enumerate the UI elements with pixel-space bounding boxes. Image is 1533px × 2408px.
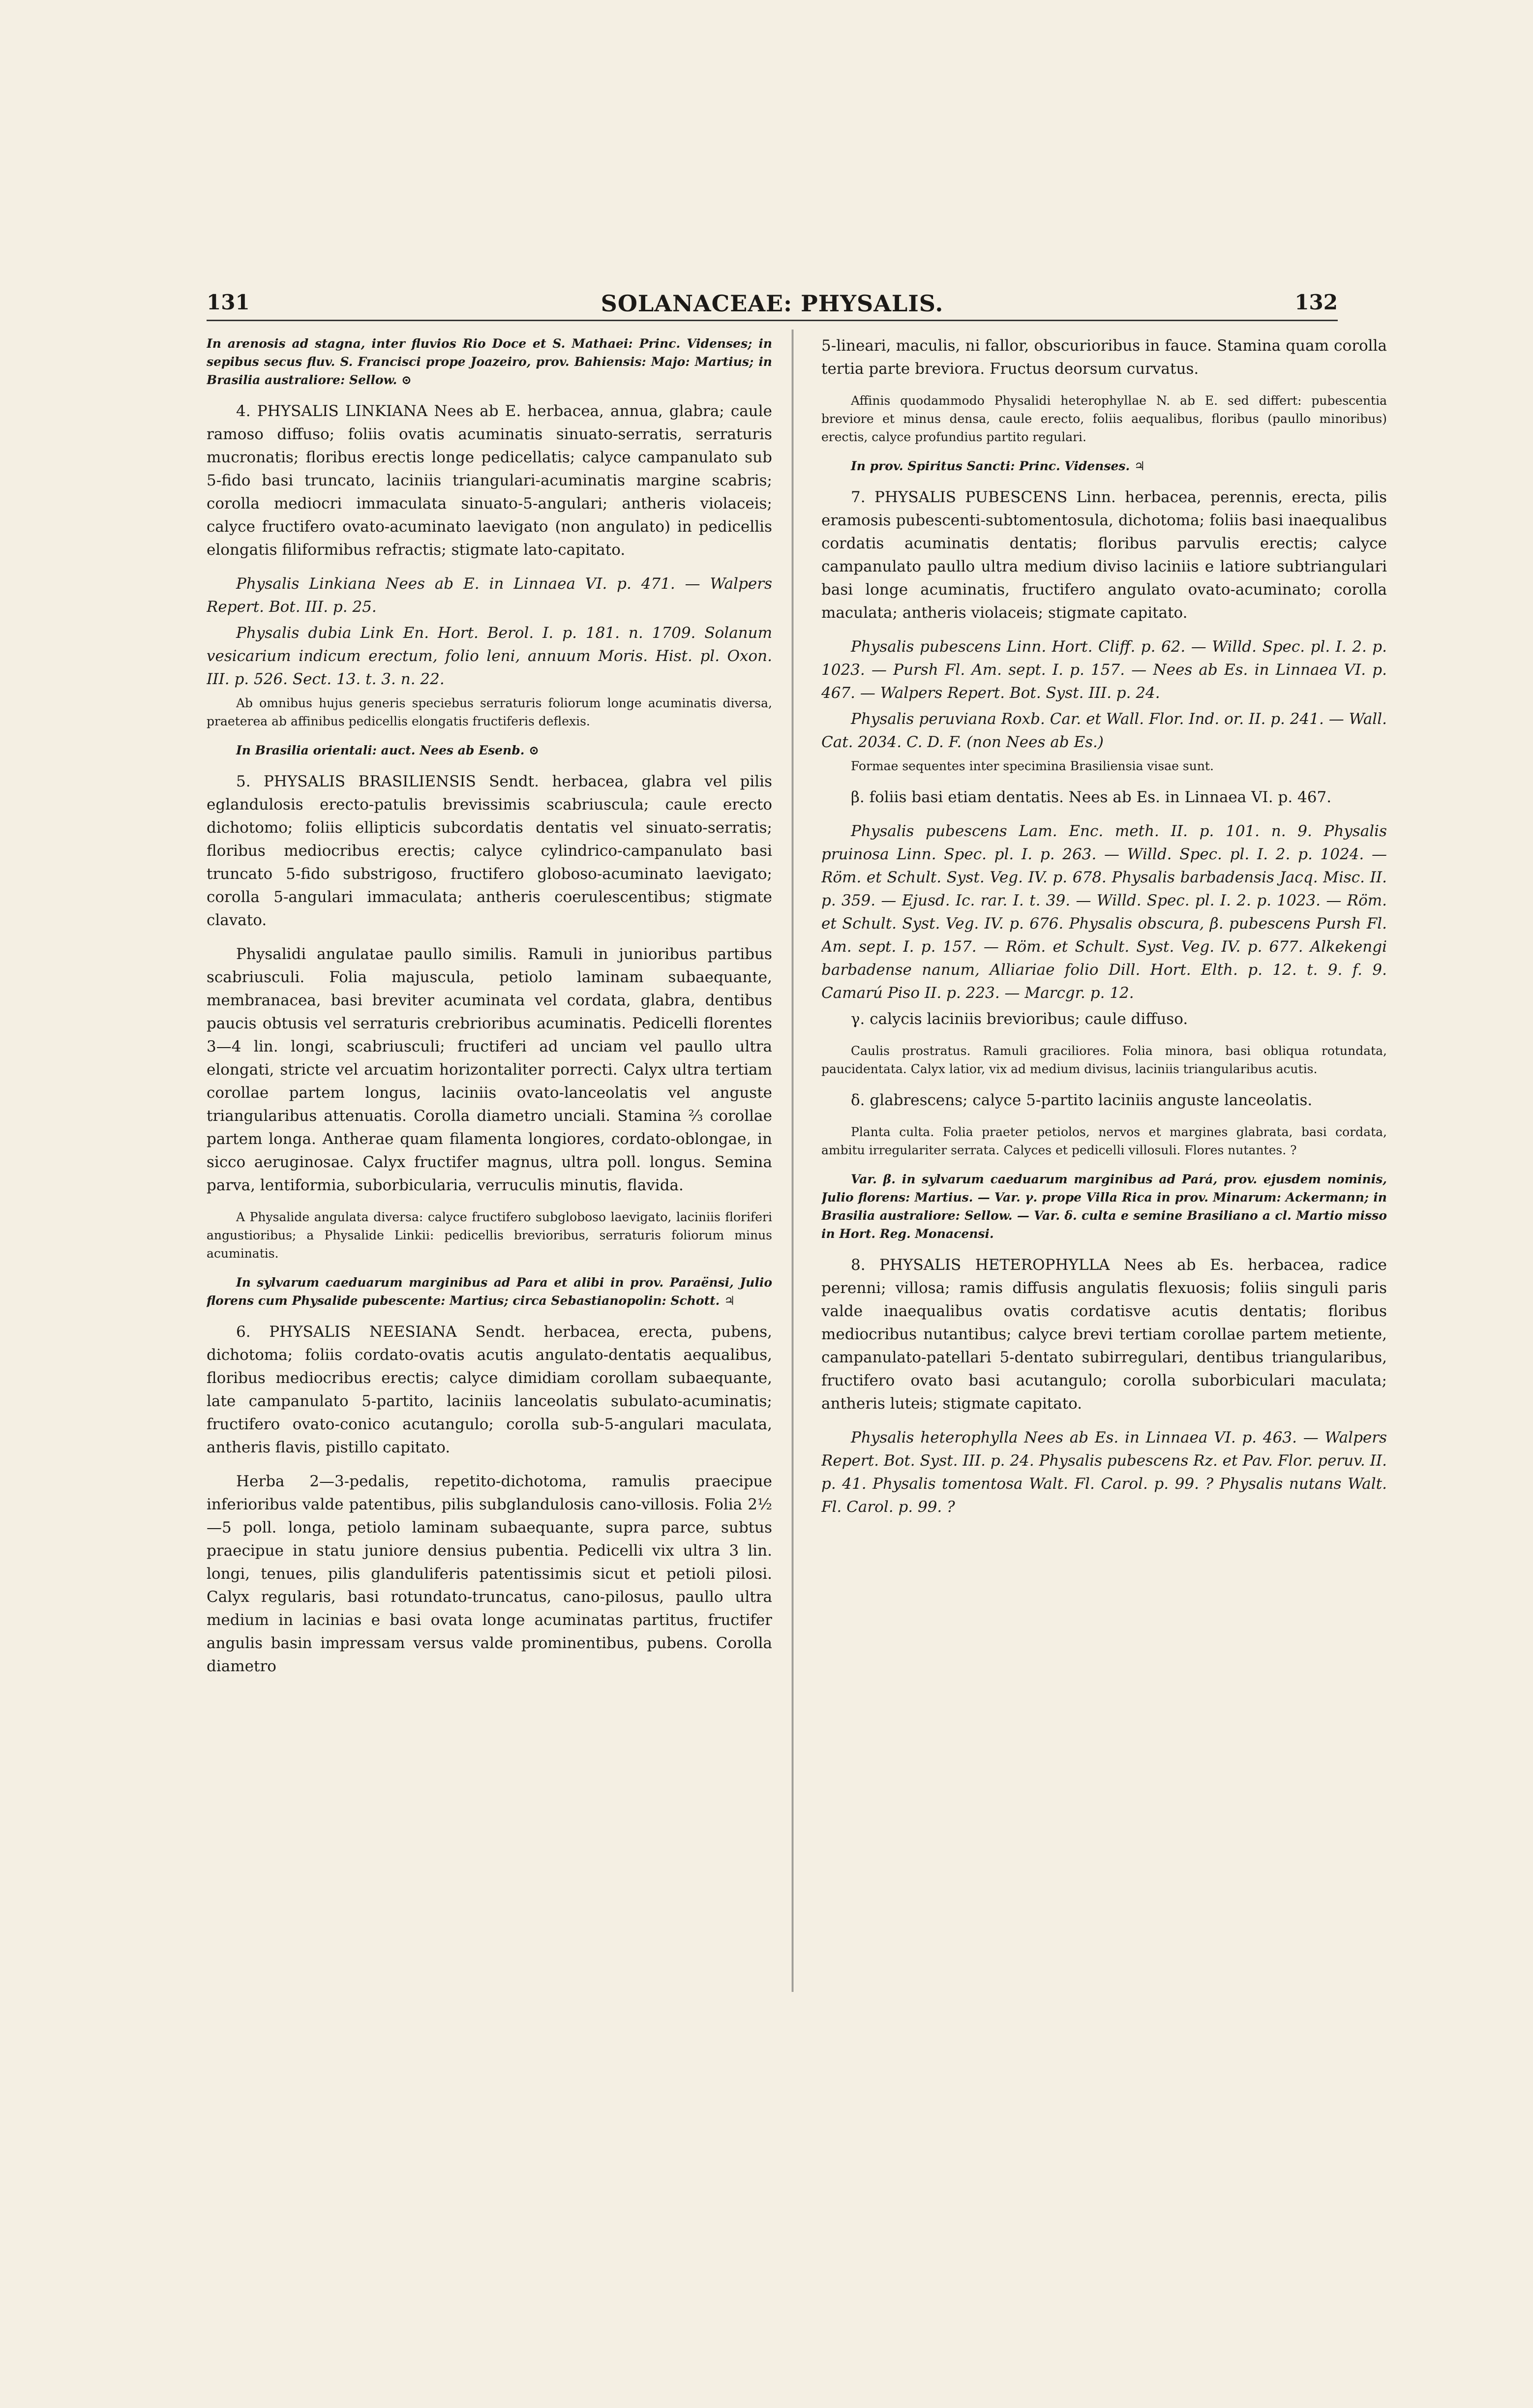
synonym-block: Physalis peruviana Roxb. Car. et Wall. Flor. Ind. or. II. p. 241. — Wall. Cat. 2034. C. D. F. (non Nees ab Es.)	[821, 710, 1387, 751]
synonym-block: Physalis dubia Link En. Hort. Berol. I. p. 181. n. 1709. Solanum vesicarium indicum erectum, folio leni, annuum Moris. Hist. pl. Oxon. III. p. 526. Sect. 13. t. 3. n. 22.	[207, 624, 772, 688]
running-title: SOLANACEAE: PHYSALIS.	[601, 290, 944, 317]
species-neesiana: 6. PHYSALIS NEESIANA Sendt. herbacea, erecta, pubens, dichotoma; foliis cordato-ovatis acutis angulato-dentatis aequalibus, floribus mediocribus erectis; calyce dimidiam corollam subaequante, late campanulato 5-partito, laciniis lanceolatis subulato-acuminatis; fructifero ovato-conico acutangulo; corolla sub-5-angulari maculata, antheris flavis, pistillo capitato.	[207, 1323, 772, 1456]
locality-note: In sylvarum caeduarum marginibus ad Para et alibi in prov. Paraënsi, Julio florens cum Physalide pubescente: Martius; circa Sebastianopolin: Schott. ♃	[207, 1275, 772, 1308]
remark: Formae sequentes inter specimina Brasiliensia visae sunt.	[851, 759, 1214, 773]
page-number-right: 132	[1294, 290, 1338, 314]
synonym-block: Physalis Linkiana Nees ab E. in Linnaea VI. p. 471. — Walpers Repert. Bot. III. p. 25.	[207, 575, 772, 616]
species-heterophylla: 8. PHYSALIS HETEROPHYLLA Nees ab Es. herbacea, radice perenni; villosa; ramis diffusis angulatis flexuosis; foliis singuli paris valde inaequalibus ovatis cordatisve acutis dentatis; floribus mediocribus nutantibus; calyce brevi tertiam corollae partem metiente, campanulato-patellari 5-dentato subirregulari, dentibus triangularibus, fructifero ovato basi acutangulo; corolla suborbiculari maculata; antheris luteis; stigmate capitato.	[821, 1256, 1387, 1413]
remark: Planta culta. Folia praeter petiolos, nervos et margines glabrata, basi cordata, ambitu irregulariter serrata. Calyces et pedicelli villosuli. Flores nutantes. ?	[821, 1125, 1387, 1157]
synonym-block: Physalis pubescens Linn. Hort. Cliff. p. 62. — Willd. Spec. pl. I. 2. p. 1023. — Pursh Fl. Am. sept. I. p. 157. — Nees ab Es. in Linnaea VI. p. 467. — Walpers Repert. Bot. Syst. III. p. 24.	[821, 638, 1387, 702]
species-brasiliensis: 5. PHYSALIS BRASILIENSIS Sendt. herbacea, glabra vel pilis eglandulosis erecto-patulis brevissimis scabriuscula; caule erecto dichotomo; foliis ellipticis subcordatis dentatis vel sinuato-serratis; floribus mediocribus erectis; calyce cylindrico-campanulato basi truncato 5-fido substrigoso, fructifero globoso-acuminato laevigato; corolla 5-angulari immaculata; antheris coerulescentibus; stigmate clavato.	[207, 773, 772, 929]
variety-gamma: γ. calycis laciniis brevioribus; caule diffuso.	[851, 1010, 1188, 1028]
column-divider	[792, 330, 793, 1992]
header-rule	[207, 320, 1338, 321]
remark: Ab omnibus hujus generis speciebus serraturis foliorum longe acuminatis diversa, praeterea ab affinibus pedicellis elongatis fructiferis deflexis.	[207, 696, 772, 728]
synonym-block: Physalis pubescens Lam. Enc. meth. II. p. 101. n. 9. Physalis pruinosa Linn. Spec. pl. I. p. 263. — Willd. Spec. pl. I. 2. p. 1024. — Röm. et Schult. Syst. Veg. IV. p. 678. Physalis barbadensis Jacq. Misc. II. p. 359. — Ejusd. Ic. rar. I. t. 39. — Willd. Spec. pl. I. 2. p. 1023. — Röm. et Schult. Syst. Veg. IV. p. 676. Physalis obscura, β. pubescens Pursh Fl. Am. sept. I. p. 157. — Röm. et Schult. Syst. Veg. IV. p. 677. Alkekengi barbadense nanum, Alliariae folio Dill. Hort. Elth. p. 12. t. 9. f. 9. Camarú Piso II. p. 223. — Marcgr. p. 12.	[821, 822, 1387, 1002]
left-column	[207, 334, 772, 2302]
locality-note: In Brasilia orientali: auct. Nees ab Esenb. ⊙	[236, 743, 540, 757]
page-number-left: 131	[207, 290, 250, 314]
locality-note: Var. β. in sylvarum caeduarum marginibus ad Pará, prov. ejusdem nominis, Julio florens: Martius. — Var. γ. prope Villa Rica in prov. Minarum: Ackermann; in Brasilia australiore: Sellow. — Var. δ. culta e semine Brasiliano a cl. Martio misso in Hort. Reg. Monacensi.	[821, 1172, 1387, 1241]
remark: Caulis prostratus. Ramuli graciliores. Folia minora, basi obliqua rotundata, paucidentata. Calyx latior, vix ad medium divisus, laciniis triangularibus acutis.	[821, 1044, 1387, 1076]
locality-note: In prov. Spiritus Sancti: Princ. Videnses. ♃	[851, 459, 1145, 473]
variety-beta: β. foliis basi etiam dentatis. Nees ab Es. in Linnaea VI. p. 467.	[851, 788, 1332, 806]
variety-delta: δ. glabrescens; calyce 5-partito laciniis anguste lanceolatis.	[851, 1091, 1313, 1109]
locality-note: In arenosis ad stagna, inter fluvios Rio Doce et S. Mathaei: Princ. Videnses; in sepibus secus fluv. S. Francisci prope Joazeiro, prov. Bahiensis: Majo: Martius; in Brasilia australiore: Sellow. ⊙	[207, 336, 772, 387]
description: Physalidi angulatae paullo similis. Ramuli in junioribus partibus scabriusculi. Folia majuscula, petiolo laminam subaequante, membranacea, basi breviter acuminata vel cordata, glabra, dentibus paucis obtusis vel serraturis crebrioribus acuminatis. Pedicelli florentes 3—4 lin. longi, scabriusculi; fructiferi ad unciam vel paullo ultra elongati, stricte vel arcuatim horizontaliter porrecti. Calyx ultra tertiam corollae partem longus, laciniis ovato-lanceolatis vel anguste triangularibus attenuatis. Corolla diametro unciali. Stamina ⅔ corollae partem longa. Antherae quam filamenta longiores, cordato-oblongae, in sicco aeruginosae. Calyx fructifer magnus, ultra poll. longus. Semina parva, lentiformia, suborbicularia, verruculis minutis, flavida.	[207, 945, 772, 1194]
description: Herba 2—3-pedalis, repetito-dichotoma, ramulis praecipue inferioribus valde patentibus, pilis subglandulosis cano-villosis. Folia 2½—5 poll. longa, petiolo laminam subaequante, supra parce, subtus praecipue in statu juniore densius pubentia. Pedicelli vix ultra 3 lin. longi, tenues, pilis glanduliferis patentissimis sicut et petioli pilosi. Calyx regularis, basi rotundato-truncatus, cano-pilosus, paullo ultra medium in lacinias e basi ovata longe acuminatas partitus, fructifer angulis basin impressam versus valde prominentibus, pubens. Corolla diametro	[207, 1473, 772, 1675]
right-column	[821, 334, 1387, 2302]
species-linkiana: 4. PHYSALIS LINKIANA Nees ab E. herbacea, annua, glabra; caule ramoso diffuso; foliis ovatis acuminatis sinuato-serratis, serraturis mucronatis; floribus erectis longe pedicellatis; calyce campanulato sub 5-fido basi truncato, laciniis triangulari-acuminatis margine scabris; corolla mediocri immaculata sinuato-5-angulari; antheris violaceis; calyce fructifero ovato-acuminato laevigato (non angulato) in pedicellis elongatis filiformibus refractis; stigmate lato-capitato.	[207, 402, 772, 559]
description-continued: 5-lineari, maculis, ni fallor, obscurioribus in fauce. Stamina quam corolla tertia parte breviora. Fructus deorsum curvatus.	[821, 337, 1387, 378]
page-header	[207, 290, 1338, 320]
remark: A Physalide angulata diversa: calyce fructifero subgloboso laevigato, laciniis floriferi angustioribus; a Physalide Linkii: pedicellis brevioribus, serraturis foliorum minus acuminatis.	[207, 1210, 772, 1261]
remark: Affinis quodammodo Physalidi heterophyllae N. ab E. sed differt: pubescentia breviore et minus densa, caule erecto, foliis aequalibus, floribus (paullo minoribus) erectis, calyce profundius partito regulari.	[821, 393, 1387, 444]
synonym-block: Physalis heterophylla Nees ab Es. in Linnaea VI. p. 463. — Walpers Repert. Bot. Syst. III. p. 24. Physalis pubescens Rz. et Pav. Flor. peruv. II. p. 41. Physalis tomentosa Walt. Fl. Carol. p. 99. ? Physalis nutans Walt. Fl. Carol. p. 99. ?	[821, 1429, 1387, 1516]
species-pubescens: 7. PHYSALIS PUBESCENS Linn. herbacea, perennis, erecta, pilis eramosis pubescenti-subtomentosula, dichotoma; foliis basi inaequalibus cordatis acuminatis dentatis; floribus parvulis erectis; calyce campanulato paullo ultra medium diviso laciniis e latiore subtriangulari basi longe acuminatis, fructifero angulato ovato-acuminato; corolla maculata; antheris violaceis; stigmate capitato.	[821, 488, 1387, 622]
